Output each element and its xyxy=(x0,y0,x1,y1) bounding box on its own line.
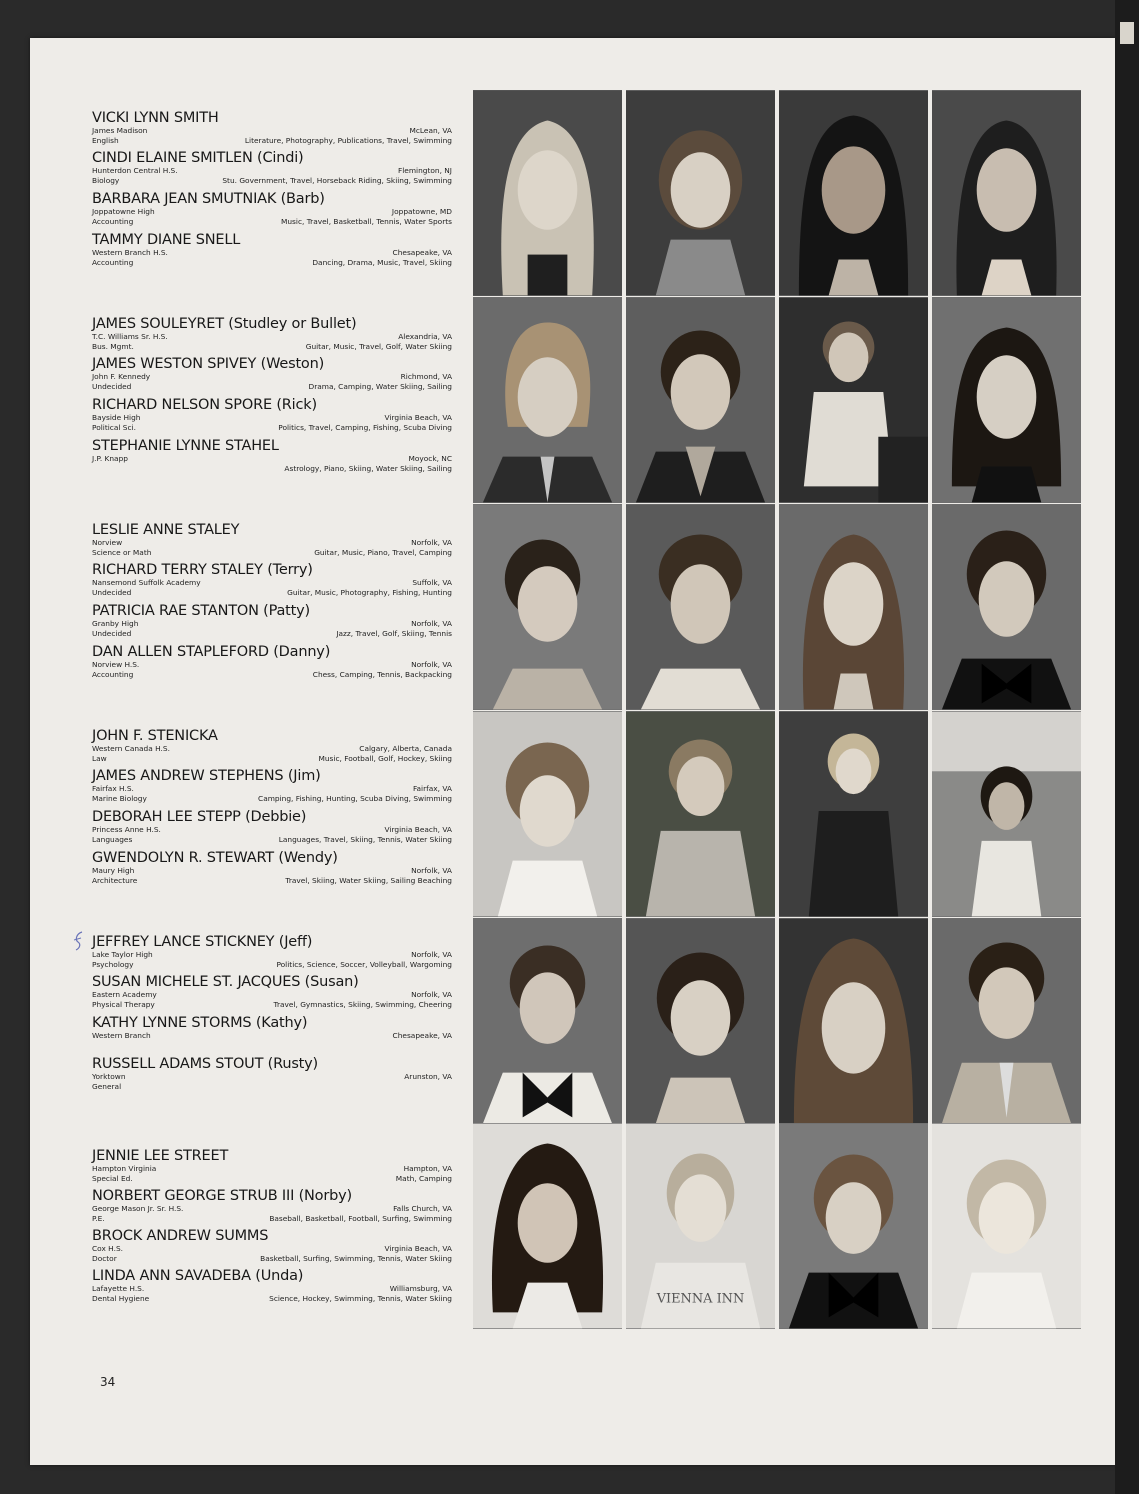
major: Law xyxy=(92,753,107,763)
major: Doctor xyxy=(92,1253,117,1263)
hometown: Calgary, Alberta, Canada xyxy=(359,744,452,753)
major: Political Sci. xyxy=(92,422,136,432)
portrait-photo xyxy=(626,918,775,1124)
school: Lake Taylor High xyxy=(92,950,153,959)
school: Fairfax H.S. xyxy=(92,784,134,793)
portrait-photo xyxy=(473,918,622,1124)
section-3 xyxy=(92,522,452,728)
school: Hampton Virginia xyxy=(92,1164,157,1173)
student-name: BARBARA JEAN SMUTNIAK (Barb) xyxy=(92,191,325,207)
school: Yorktown xyxy=(92,1072,126,1081)
portrait-photo xyxy=(626,711,775,917)
portrait-photo xyxy=(473,90,622,296)
interests: Math, Camping xyxy=(395,1173,452,1183)
portrait-photo xyxy=(779,711,928,917)
major: Marine Biology xyxy=(92,793,147,803)
entry xyxy=(92,728,452,763)
major: General xyxy=(92,1081,122,1091)
major: Languages xyxy=(92,834,133,844)
student-name: LESLIE ANNE STALEY xyxy=(92,522,240,538)
entry xyxy=(92,1056,452,1091)
yearbook-page xyxy=(30,38,1115,1465)
entry xyxy=(92,232,452,267)
entry xyxy=(92,974,452,1009)
interests: Chess, Camping, Tennis, Backpacking xyxy=(312,669,452,679)
hometown: Virginia Beach, VA xyxy=(384,825,452,834)
school: Lafayette H.S. xyxy=(92,1284,145,1293)
portrait-photo xyxy=(626,504,775,710)
major: Biology xyxy=(92,175,120,185)
section-2 xyxy=(92,316,452,522)
school: Western Canada H.S. xyxy=(92,744,170,753)
interests: Music, Football, Golf, Hockey, Skiing xyxy=(318,753,452,763)
major: Dental Hygiene xyxy=(92,1293,150,1303)
portrait-photo xyxy=(473,504,622,710)
school: Joppatowne High xyxy=(92,207,155,216)
section-1 xyxy=(92,110,452,316)
student-name: VICKI LYNN SMITH xyxy=(92,110,219,126)
photo-row-4 xyxy=(473,711,1081,917)
major: Undecided xyxy=(92,587,132,597)
entry xyxy=(92,644,452,679)
hometown: Moyock, NC xyxy=(408,454,452,463)
hometown: Alexandria, VA xyxy=(398,332,452,341)
portrait-photo xyxy=(473,711,622,917)
major: Science or Math xyxy=(92,547,152,557)
hometown: Flemington, NJ xyxy=(398,166,452,175)
interests: Music, Travel, Basketball, Tennis, Water Sports xyxy=(281,216,452,226)
photo-row-6 xyxy=(473,1123,1081,1329)
portrait-photo xyxy=(779,1123,928,1329)
portrait-photo xyxy=(779,90,928,296)
hometown: Arunston, VA xyxy=(404,1072,452,1081)
major: Physical Therapy xyxy=(92,999,155,1009)
student-name: RICHARD NELSON SPORE (Rick) xyxy=(92,397,317,413)
student-name: BROCK ANDREW SUMMS xyxy=(92,1228,269,1244)
portrait-photo xyxy=(626,90,775,296)
school: Norview H.S. xyxy=(92,660,140,669)
section-4 xyxy=(92,728,452,934)
edge-tab xyxy=(1120,22,1134,44)
interests: Travel, Skiing, Water Skiing, Sailing Beaching xyxy=(285,875,452,885)
major: Accounting xyxy=(92,216,134,226)
shirt-text: VIENNA INN xyxy=(656,1291,745,1307)
student-name: GWENDOLYN R. STEWART (Wendy) xyxy=(92,850,338,866)
hometown: Williamsburg, VA xyxy=(389,1284,452,1293)
student-name: JAMES WESTON SPIVEY (Weston) xyxy=(92,356,325,372)
book-edge xyxy=(1115,0,1139,1494)
interests: Languages, Travel, Skiing, Tennis, Water Skiing xyxy=(278,834,452,844)
major: Psychology xyxy=(92,959,134,969)
entry xyxy=(92,809,452,844)
school: John F. Kennedy xyxy=(92,372,151,381)
student-name: PATRICIA RAE STANTON (Patty) xyxy=(92,603,310,619)
hometown: Falls Church, VA xyxy=(393,1204,452,1213)
interests: Dancing, Drama, Music, Travel, Skiing xyxy=(312,257,452,267)
portrait-photo xyxy=(779,297,928,503)
photo-row-1 xyxy=(473,90,1081,296)
major: Special Ed. xyxy=(92,1173,133,1183)
entry xyxy=(92,1228,452,1263)
pencil-check-mark-icon xyxy=(72,930,86,952)
hometown: Chesapeake, VA xyxy=(392,248,452,257)
interests: Guitar, Music, Travel, Golf, Water Skiing xyxy=(305,341,452,351)
major: Accounting xyxy=(92,669,134,679)
interests: Stu. Government, Travel, Horseback Riding, Skiing, Swimming xyxy=(222,175,452,185)
interests: Politics, Science, Soccer, Volleyball, Wargoming xyxy=(276,959,452,969)
portrait-photo xyxy=(932,918,1081,1124)
major: Undecided xyxy=(92,381,132,391)
entry xyxy=(92,850,452,885)
portrait-photo xyxy=(932,711,1081,917)
hometown: Richmond, VA xyxy=(400,372,452,381)
student-name: DEBORAH LEE STEPP (Debbie) xyxy=(92,809,307,825)
entry xyxy=(92,438,452,473)
school: Western Branch xyxy=(92,1031,151,1040)
student-name: JAMES ANDREW STEPHENS (Jim) xyxy=(92,768,321,784)
major: Accounting xyxy=(92,257,134,267)
school: Norview xyxy=(92,538,123,547)
entry xyxy=(92,522,452,557)
major: Undecided xyxy=(92,628,132,638)
student-name: CINDI ELAINE SMITLEN (Cindi) xyxy=(92,150,304,166)
school: Maury High xyxy=(92,866,135,875)
entry xyxy=(92,316,452,351)
school: Princess Anne H.S. xyxy=(92,825,161,834)
hometown: Norfolk, VA xyxy=(411,950,452,959)
student-name: JEFFREY LANCE STICKNEY (Jeff) xyxy=(92,934,313,950)
interests: Drama, Camping, Water Skiing, Sailing xyxy=(308,381,452,391)
portrait-photo xyxy=(932,90,1081,296)
school: Western Branch H.S. xyxy=(92,248,168,257)
entry xyxy=(92,562,452,597)
student-name: KATHY LYNNE STORMS (Kathy) xyxy=(92,1015,308,1031)
student-name: RICHARD TERRY STALEY (Terry) xyxy=(92,562,313,578)
school: Bayside High xyxy=(92,413,141,422)
major: P.E. xyxy=(92,1213,105,1223)
interests: Guitar, Music, Piano, Travel, Camping xyxy=(314,547,452,557)
section-5 xyxy=(92,934,452,1140)
entry xyxy=(92,603,452,638)
hometown: Joppatowne, MD xyxy=(391,207,452,216)
school: J.P. Knapp xyxy=(92,454,128,463)
student-name: SUSAN MICHELE ST. JACQUES (Susan) xyxy=(92,974,359,990)
portrait-photo xyxy=(932,504,1081,710)
school: George Mason Jr. Sr. H.S. xyxy=(92,1204,184,1213)
entry xyxy=(92,934,452,969)
school: Nansemond Suffolk Academy xyxy=(92,578,201,587)
photo-row-2 xyxy=(473,297,1081,503)
student-name: JENNIE LEE STREET xyxy=(92,1148,229,1164)
interests: Travel, Gymnastics, Skiing, Swimming, Cheering xyxy=(273,999,452,1009)
entry xyxy=(92,1148,452,1183)
photo-row-3 xyxy=(473,504,1081,710)
interests: Camping, Fishing, Hunting, Scuba Diving, Swimming xyxy=(258,793,452,803)
entry xyxy=(92,110,452,145)
portrait-photo xyxy=(932,1123,1081,1329)
school: James Madison xyxy=(92,126,148,135)
entry xyxy=(92,150,452,185)
interests: Politics, Travel, Camping, Fishing, Scuba Diving xyxy=(278,422,452,432)
entry xyxy=(92,1268,452,1303)
section-6 xyxy=(92,1140,452,1346)
major: English xyxy=(92,135,119,145)
hometown: Norfolk, VA xyxy=(411,619,452,628)
hometown: Virginia Beach, VA xyxy=(384,413,452,422)
hometown: Fairfax, VA xyxy=(412,784,452,793)
portrait-photo xyxy=(779,504,928,710)
student-name: TAMMY DIANE SNELL xyxy=(92,232,241,248)
hometown: Norfolk, VA xyxy=(411,660,452,669)
school: Eastern Academy xyxy=(92,990,157,999)
hometown: Norfolk, VA xyxy=(411,538,452,547)
portrait-photo xyxy=(473,1123,622,1329)
student-name: NORBERT GEORGE STRUB III (Norby) xyxy=(92,1188,352,1204)
interests: Literature, Photography, Publications, Travel, Swimming xyxy=(244,135,452,145)
interests: Astrology, Piano, Skiing, Water Skiing, Sailing xyxy=(284,463,452,473)
student-name: DAN ALLEN STAPLEFORD (Danny) xyxy=(92,644,331,660)
portrait-photo xyxy=(626,1123,775,1329)
portrait-photo xyxy=(473,297,622,503)
hometown: Norfolk, VA xyxy=(411,866,452,875)
hometown: McLean, VA xyxy=(409,126,452,135)
entry xyxy=(92,356,452,391)
interests: Guitar, Music, Photography, Fishing, Hunting xyxy=(287,587,452,597)
photo-row-5 xyxy=(473,918,1081,1124)
school: T.C. Williams Sr. H.S. xyxy=(92,332,168,341)
portrait-photo xyxy=(932,297,1081,503)
entry xyxy=(92,768,452,803)
portrait-photo xyxy=(626,297,775,503)
hometown: Chesapeake, VA xyxy=(392,1031,452,1040)
portrait-photo xyxy=(779,918,928,1124)
hometown: Hampton, VA xyxy=(403,1164,452,1173)
interests: Science, Hockey, Swimming, Tennis, Water Skiing xyxy=(269,1293,452,1303)
hometown: Virginia Beach, VA xyxy=(384,1244,452,1253)
student-name: STEPHANIE LYNNE STAHEL xyxy=(92,438,279,454)
school: Cox H.S. xyxy=(92,1244,123,1253)
student-name: JAMES SOULEYRET (Studley or Bullet) xyxy=(92,316,357,332)
major: Architecture xyxy=(92,875,138,885)
school: Granby High xyxy=(92,619,139,628)
student-name: LINDA ANN SAVADEBA (Unda) xyxy=(92,1268,304,1284)
entry xyxy=(92,191,452,226)
interests: Jazz, Travel, Golf, Skiing, Tennis xyxy=(336,628,452,638)
interests: Baseball, Basketball, Football, Surfing, Swimming xyxy=(269,1213,452,1223)
school: Hunterdon Central H.S. xyxy=(92,166,178,175)
entry xyxy=(92,397,452,432)
page-number: 34 xyxy=(100,1375,116,1389)
entry xyxy=(92,1015,452,1041)
major: Bus. Mgmt. xyxy=(92,341,134,351)
student-name: JOHN F. STENICKA xyxy=(92,728,218,744)
hometown: Norfolk, VA xyxy=(411,990,452,999)
interests: Basketball, Surfing, Swimming, Tennis, Water Skiing xyxy=(260,1253,452,1263)
hometown: Suffolk, VA xyxy=(412,578,452,587)
entry xyxy=(92,1188,452,1223)
student-name: RUSSELL ADAMS STOUT (Rusty) xyxy=(92,1056,318,1072)
